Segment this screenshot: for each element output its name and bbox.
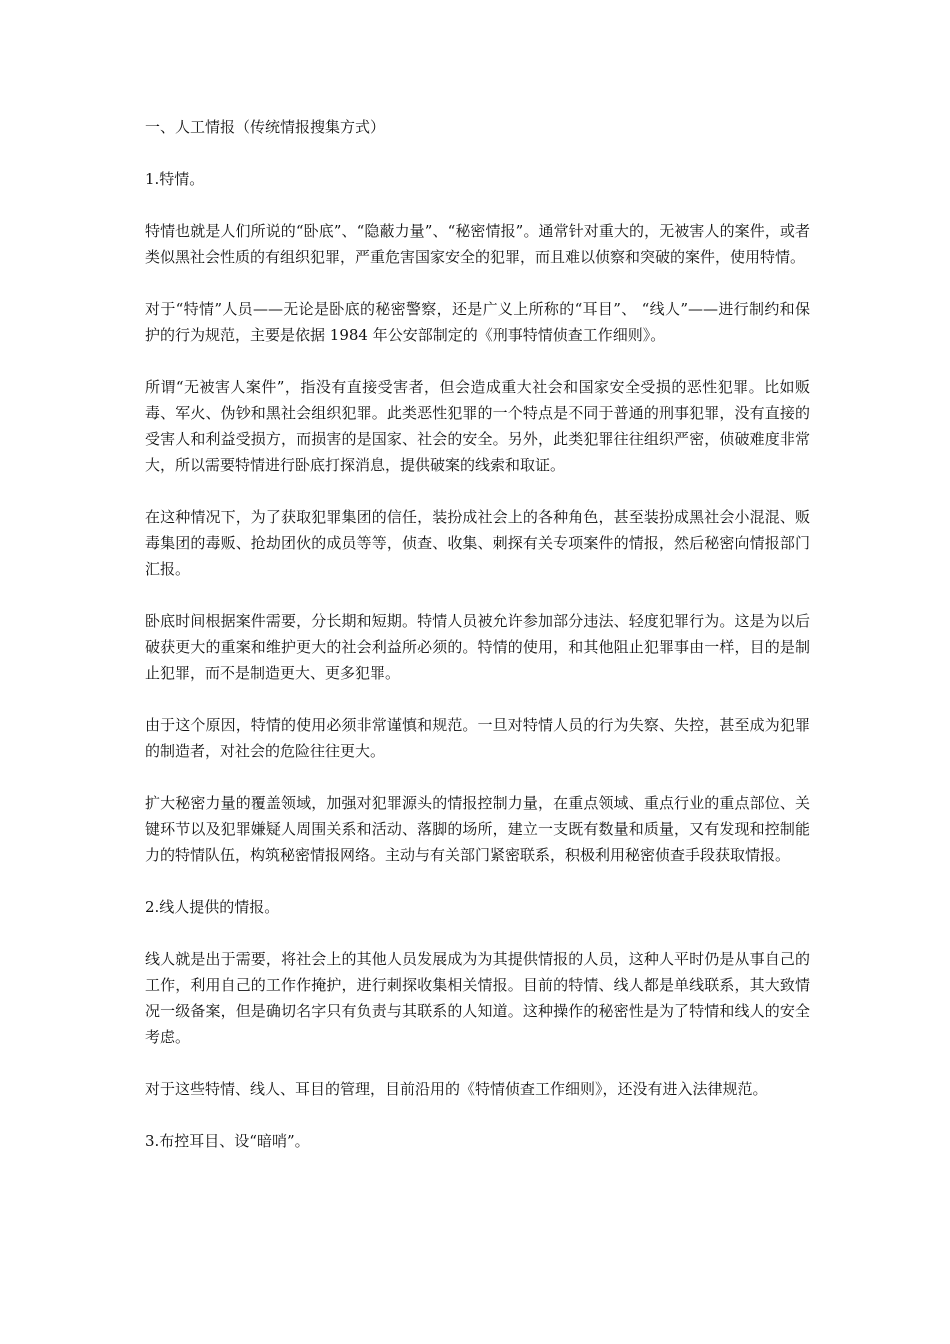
paragraph: 卧底时间根据案件需要，分长期和短期。特情人员被允许参加部分违法、轻度犯罪行为。这是为以后破获更大的重案和维护更大的社会利益所必须的。特情的使用，和其他阻止犯罪事由一样，目的是制止犯罪，而不是制造更大、更多犯罪。 bbox=[145, 612, 810, 682]
document-body bbox=[145, 114, 810, 1180]
paragraph: 对于“特情”人员——无论是卧底的秘密警察，还是广义上所称的“耳目”、 “线人”——进行制约和保护的行为规范，主要是依据 1984 年公安部制定的《刑事特情侦查工作细则》。 bbox=[145, 300, 810, 344]
paragraph: 所谓“无被害人案件”，指没有直接受害者，但会造成重大社会和国家安全受损的恶性犯罪。比如贩毒、军火、伪钞和黑社会组织犯罪。此类恶性犯罪的一个特点是不同于普通的刑事犯罪，没有直接的受害人和利益受损方，而损害的是国家、社会的安全。另外，此类犯罪往往组织严密，侦破难度非常大，所以需要特情进行卧底打探消息，提供破案的线索和取证。 bbox=[145, 378, 810, 474]
subsection-heading-sentinels: 3.布控耳目、设“暗哨”。 bbox=[145, 1132, 310, 1150]
paragraph: 由于这个原因，特情的使用必须非常谨慎和规范。一旦对特情人员的行为失察、失控，甚至成为犯罪的制造者，对社会的危险往往更大。 bbox=[145, 716, 810, 760]
subsection-heading-informants: 2.线人提供的情报。 bbox=[145, 898, 280, 916]
paragraph: 线人就是出于需要，将社会上的其他人员发展成为为其提供情报的人员，这种人平时仍是从事自己的工作，利用自己的工作作掩护，进行刺探收集相关情报。目前的特情、线人都是单线联系，其大致情况一级备案，但是确切名字只有负责与其联系的人知道。这种操作的秘密性是为了特情和线人的安全考虑。 bbox=[145, 950, 810, 1046]
paragraph: 对于这些特情、线人、耳目的管理，目前沿用的《特情侦查工作细则》，还没有进入法律规范。 bbox=[145, 1080, 768, 1098]
paragraph: 在这种情况下，为了获取犯罪集团的信任，装扮成社会上的各种角色，甚至装扮成黑社会小混混、贩毒集团的毒贩、抢劫团伙的成员等等，侦查、收集、刺探有关专项案件的情报，然后秘密向情报部门汇报。 bbox=[145, 508, 810, 578]
paragraph: 特情也就是人们所说的“卧底”、“隐蔽力量”、“秘密情报”。通常针对重大的，无被害人的案件，或者类似黑社会性质的有组织犯罪，严重危害国家安全的犯罪，而且难以侦察和突破的案件，使用特情。 bbox=[145, 222, 810, 266]
section-heading: 一、人工情报（传统情报搜集方式） bbox=[145, 118, 386, 136]
subsection-heading-special-informants: 1.特情。 bbox=[145, 170, 205, 188]
paragraph: 扩大秘密力量的覆盖领域，加强对犯罪源头的情报控制力量，在重点领域、重点行业的重点部位、关键环节以及犯罪嫌疑人周围关系和活动、落脚的场所，建立一支既有数量和质量，又有发现和控制能力的特情队伍，构筑秘密情报网络。主动与有关部门紧密联系，积极利用秘密侦查手段获取情报。 bbox=[145, 794, 810, 864]
